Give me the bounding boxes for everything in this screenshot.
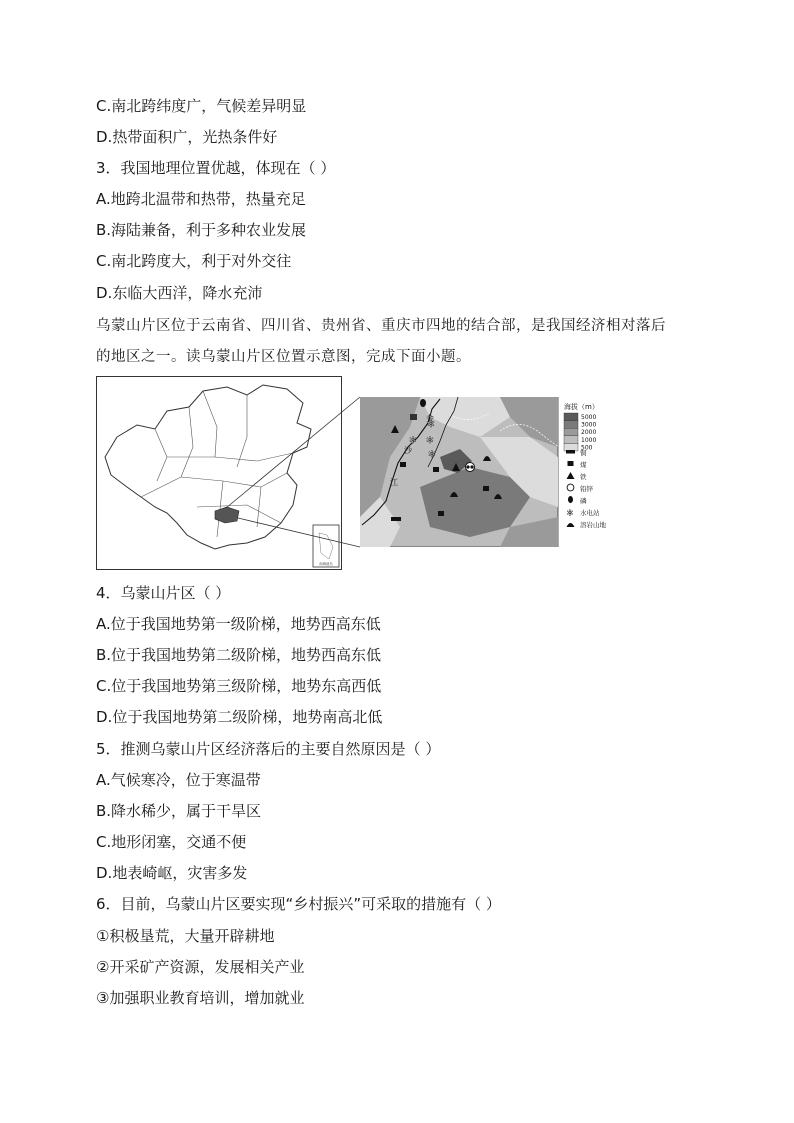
legend-label: 煤 <box>580 461 587 469</box>
option-3c: C.南北跨度大，利于对外交往 <box>96 252 292 270</box>
legend-item <box>568 460 588 469</box>
measure-1: ①积极垦荒，大量开辟耕地 <box>96 927 275 945</box>
elevation-label: 1000 <box>581 436 597 444</box>
question-6-stem: 6．目前，乌蒙山片区要实现“乡村振兴”可采取的措施有（ ） <box>96 895 501 913</box>
inset-label: 南海诸岛 <box>319 562 333 566</box>
option-3b: B.海陆兼备，利于多种农业发展 <box>96 221 307 239</box>
coal-icon <box>410 414 417 420</box>
phosphorus-icon <box>568 496 573 503</box>
option-5c: C.地形闭塞，交通不便 <box>96 833 247 851</box>
elevation-legend <box>564 413 596 451</box>
elevation-swatch <box>564 443 578 451</box>
option-5b: B.降水稀少，属于干旱区 <box>96 802 262 820</box>
legend-item <box>567 520 607 529</box>
measure-2: ②开采矿产资源，发展相关产业 <box>96 958 305 976</box>
hydropower-icon: ✲ <box>566 508 574 518</box>
legend-label: 铜 <box>580 449 587 457</box>
intro-line-1: 乌蒙山片区位于云南省、四川省、贵州省、重庆市四地的结合部，是我国经济相对落后 <box>96 318 666 334</box>
wumeng-detail-map <box>360 397 620 547</box>
legend-label: 溶岩山地 <box>580 521 606 529</box>
symbol-legend <box>566 448 607 529</box>
lead-zinc-icon <box>567 484 574 491</box>
option-4d: D.位于我国地势第二级阶梯，地势南高北低 <box>96 708 383 726</box>
elevation-swatch <box>564 413 578 421</box>
legend-label: 铁 <box>580 473 587 481</box>
legend-label: 水电站 <box>580 509 600 517</box>
legend-item <box>568 496 587 505</box>
option-2d: D.热带面积广，光热条件好 <box>96 128 278 146</box>
copper-icon <box>391 517 401 521</box>
option-5d: D.地表崎岖，灾害多发 <box>96 864 248 882</box>
option-4a: A.位于我国地势第一级阶梯，地势西高东低 <box>96 615 381 633</box>
option-5a: A.气候寒冷，位于寒温带 <box>96 771 261 789</box>
karst-icon <box>567 523 575 527</box>
question-5-stem: 5．推测乌蒙山片区经济落后的主要自然原因是（ ） <box>96 740 441 758</box>
legend-item <box>567 484 593 493</box>
coal-icon <box>438 511 444 516</box>
elevation-swatch <box>564 421 578 429</box>
river-label-sha: 沙 <box>404 446 412 455</box>
hydropower-icon: ✲ <box>409 436 417 446</box>
legend-item <box>567 508 601 518</box>
hydropower-icon: ✲ <box>428 450 436 460</box>
legend-label: 铅锌 <box>580 485 593 493</box>
river-label-jin: 金 <box>426 414 434 423</box>
map-legend <box>564 402 607 529</box>
measure-3: ③加强职业教育培训，增加就业 <box>96 989 305 1007</box>
option-4c: C.位于我国地势第三级阶梯，地势东高西低 <box>96 677 382 695</box>
coal-icon <box>400 462 406 467</box>
elevation-swatch <box>564 428 578 436</box>
option-3a: A.地跨北温带和热带，热量充足 <box>96 190 306 208</box>
hydropower-icon: ✲ <box>426 436 434 446</box>
option-4b: B.位于我国地势第二级阶梯，地势西高东低 <box>96 646 382 664</box>
question-3-stem: 3．我国地理位置优越，体现在（ ） <box>96 159 336 177</box>
river-label-jiang: 江 <box>390 478 398 487</box>
legend-label: 磷 <box>580 497 587 505</box>
option-2c: C.南北跨纬度广，气候差异明显 <box>96 97 307 115</box>
elevation-label: 2000 <box>581 429 597 437</box>
elevation-label: 500 <box>581 444 593 452</box>
coal-icon <box>433 467 439 472</box>
coal-icon <box>483 486 489 491</box>
question-4-stem: 4．乌蒙山片区（ ） <box>96 584 231 602</box>
iron-icon <box>567 472 575 479</box>
elevation-label: 3000 <box>581 421 597 429</box>
hydropower-icon: ✲ <box>427 420 435 430</box>
intro-line-2: 的地区之一。读乌蒙山片区位置示意图，完成下面小题。 <box>96 349 471 365</box>
phosphorus-icon <box>420 399 426 407</box>
legend-item <box>567 472 588 481</box>
legend-title: 海拔（m） <box>564 403 599 411</box>
option-3d: D.东临大西洋，降水充沛 <box>96 284 263 302</box>
elevation-label: 5000 <box>581 414 597 421</box>
coal-icon <box>568 461 574 466</box>
elevation-swatch <box>564 436 578 444</box>
copper-icon <box>566 450 575 454</box>
